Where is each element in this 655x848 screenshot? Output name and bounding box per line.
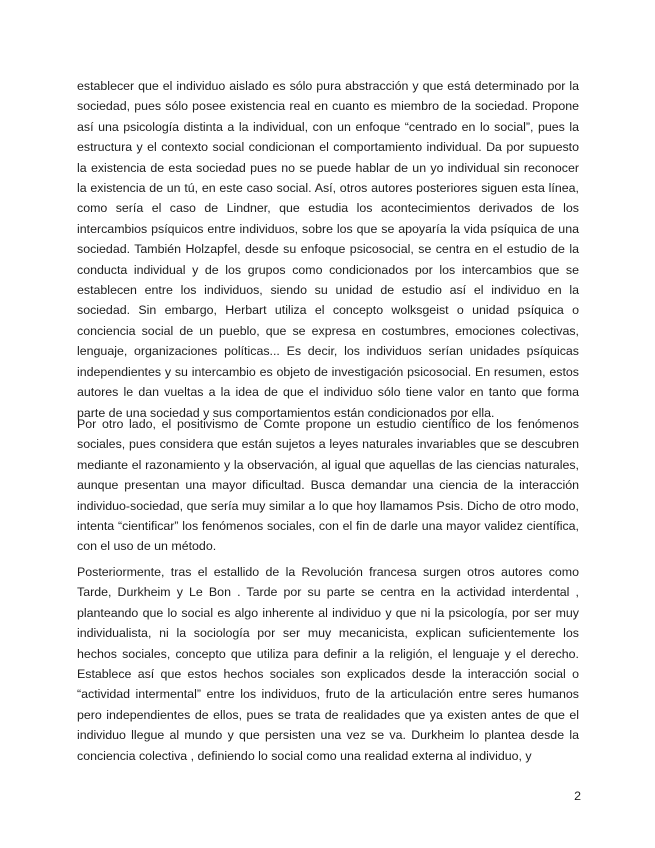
paragraph-text: establecer que el individuo aislado es sólo pura abstracción y que está determinado por la sociedad, pues sólo posee existencia real en cuanto es miembro de la sociedad. Propone así una psicología distinta a la individual, con un enfoque “centrado en lo social”, pues la estructura y el contexto social condicionan el comportamiento individual. Da por supuesto la existencia de esta sociedad pues no se puede hablar de un yo individual sin reconocer la existencia de un tú, en este caso social. Así, otros autores posteriores siguen esta línea, como sería el caso de Lindner, que estudia los acontecimientos derivados de los intercambios psíquicos entre individuos, sobre los que se apoyaría la vida psíquica de una sociedad. También Holzapfel, desde su enfoque psicosocial, se centra en el estudio de la conducta individual y de los grupos como condicionados por los intercambios que se establecen entre los individuos, siendo su unidad de estudio así el individuo en la sociedad. Sin embargo, Herbart utiliza el concepto wolksgeist o unidad psíquica o conciencia social de un pueblo, que se expresa en costumbres, emociones colectivas, lenguaje, organizaciones políticas... Es decir, los individuos serían unidades psíquicas independientes y su intercambio es objeto de investigación psicosocial. En resumen, estos autores le dan vueltas a la idea de que el individuo sólo tiene valor en tanto que forma parte de una sociedad y sus comportamientos están condicionados por ella. [77, 79, 579, 420]
paragraph-text: Posteriormente, tras el estallido de la Revolución francesa surgen otros autores como Tarde, Durkheim y Le Bon . Tarde por su parte se centra en la actividad interdental , planteando que lo social es algo inherente al individuo y que ni la psicología, por ser muy individualista, ni la sociología por ser muy mecanicista, explican suficientemente los hechos sociales, concepto que utiliza para definir a la religión, el lenguaje y el derecho. Establece así que estos hechos sociales son explicados desde la interacción social o “actividad intermental” entre los individuos, fruto de la articulación entre seres humanos pero independientes de ellos, pues se trata de realidades que ya existen antes de que el individuo llegue al mundo y que persisten una vez se va. Durkheim lo plantea desde la conciencia colectiva , definiendo lo social como una realidad externa al individuo, y [77, 565, 579, 763]
paragraph-1 [77, 76, 579, 423]
paragraph-3 [77, 562, 579, 766]
paragraph-2 [77, 414, 579, 557]
page-number: 2 [574, 789, 581, 803]
paragraph-text: Por otro lado, el positivismo de Comte propone un estudio científico de los fenómenos sociales, pues considera que están sujetos a leyes naturales invariables que se descubren mediante el razonamiento y la observación, al igual que aquellas de las ciencias naturales, aunque presentan una mayor dificultad. Busca demandar una ciencia de la interacción individuo-sociedad, que sería muy similar a lo que hoy llamamos Psis. Dicho de otro modo, intenta “cientificar” los fenómenos sociales, con el fin de darle una mayor validez científica, con el uso de un método. [77, 417, 579, 554]
